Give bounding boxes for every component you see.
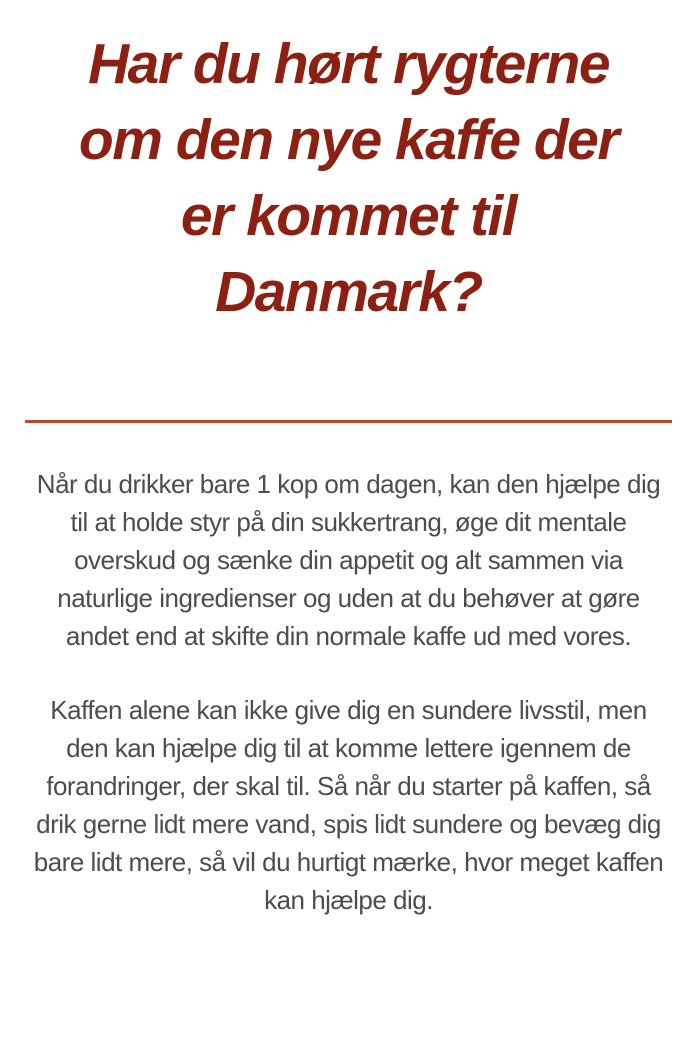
page-title-line: Danmark?	[215, 260, 482, 324]
page-title-line: om den nye kaffe der	[78, 108, 619, 172]
intro-paragraph: Kaffen alene kan ikke give dig en sundere livsstil, men den kan hjælpe dig til at komme lettere igennem de forandringer, der skal til. Så når du starter på kaffen, så drik gerne lidt mere vand, spis lidt sundere og bevæg dig bare lidt mere, så vil du hurtigt mærke, hvor meget kaffen kan hjælpe dig.	[33, 695, 664, 915]
section-divider	[25, 420, 672, 423]
landing-hero-section	[0, 26, 697, 1049]
intro-text-block	[0, 465, 697, 919]
intro-paragraph: Når du drikker bare 1 kop om dagen, kan den hjælpe dig til at holde styr på din sukkertrang, øge dit mentale overskud og sænke din appetit og alt sammen via naturlige ingredienser og uden at du behøver at gøre andet end at skifte din normale kaffe ud med vores.	[36, 469, 661, 651]
page-title-line: er kommet til	[180, 184, 517, 248]
page-title-line: Har du hørt rygterne	[87, 32, 610, 96]
page-title	[19, 26, 679, 330]
